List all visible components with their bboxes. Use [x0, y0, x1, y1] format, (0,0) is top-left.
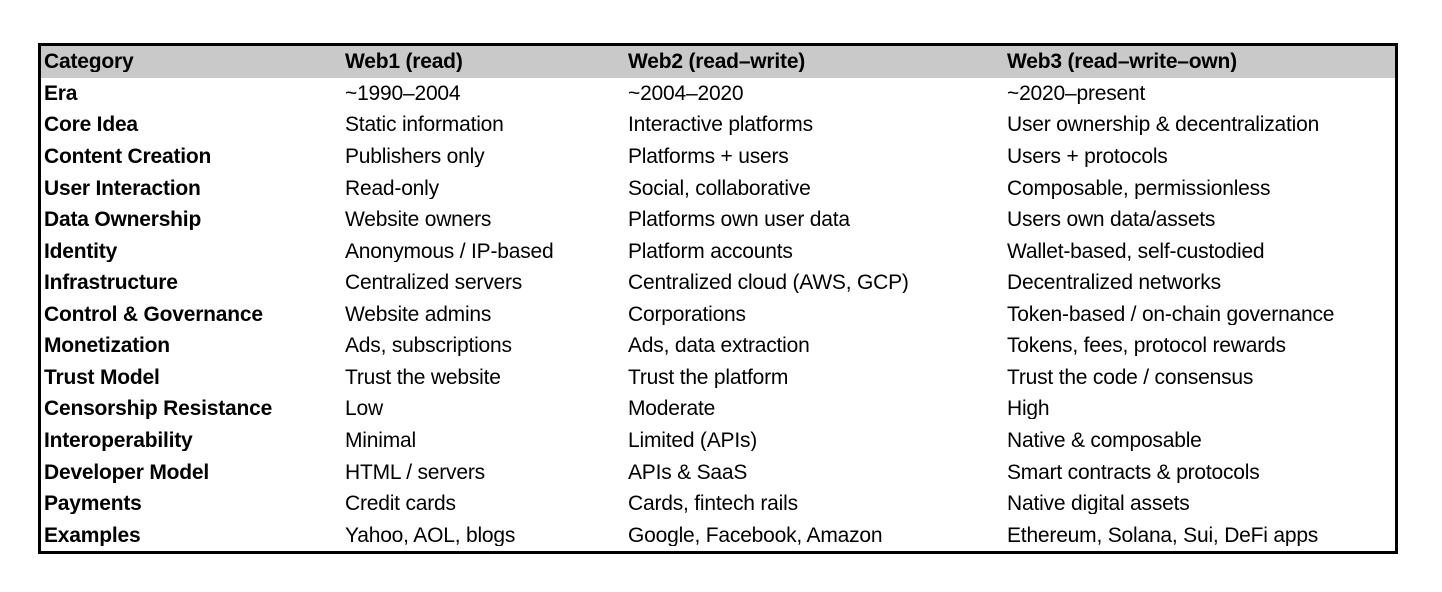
table-cell: Native digital assets — [1007, 493, 1190, 515]
row-category-cell: Data Ownership — [44, 209, 202, 231]
row-category-cell: Content Creation — [44, 145, 212, 167]
table-cell: Cards, fintech rails — [628, 493, 798, 515]
table-cell: Static information — [345, 114, 504, 136]
table-cell: HTML / servers — [345, 461, 485, 483]
row-category-cell: Censorship Resistance — [44, 398, 273, 420]
table-cell: ~1990–2004 — [345, 82, 461, 104]
table-cell: Publishers only — [345, 145, 485, 167]
table-cell: Google, Facebook, Amazon — [628, 524, 883, 546]
row-category-cell: Developer Model — [44, 461, 210, 483]
table-cell: Smart contracts & protocols — [1007, 461, 1260, 483]
table-cell: Social, collaborative — [628, 177, 811, 199]
table-cell: Centralized cloud (AWS, GCP) — [628, 272, 909, 294]
table-row — [41, 299, 1395, 331]
table-row — [41, 235, 1395, 267]
row-category-cell: Payments — [44, 493, 142, 515]
table-cell: Moderate — [628, 398, 716, 420]
table-cell: ~2004–2020 — [628, 82, 744, 104]
table-cell: Decentralized networks — [1007, 272, 1221, 294]
table-cell: Ethereum, Solana, Sui, DeFi apps — [1007, 524, 1319, 546]
row-category-cell: Trust Model — [44, 366, 160, 388]
table-cell: Minimal — [345, 430, 416, 452]
table-cell: Interactive platforms — [628, 114, 813, 136]
table-cell: Low — [345, 398, 383, 420]
table-cell: Platforms own user data — [628, 209, 850, 231]
table-cell: Users + protocols — [1007, 145, 1168, 167]
table-cell: Website admins — [345, 303, 492, 325]
table-cell: Users own data/assets — [1007, 209, 1216, 231]
table-cell: Anonymous / IP-based — [345, 240, 554, 262]
table-row — [41, 519, 1395, 551]
column-header-web1: Web1 (read) — [345, 51, 463, 73]
table-cell: Wallet-based, self-custodied — [1007, 240, 1265, 262]
table-cell: Platform accounts — [628, 240, 793, 262]
table-row — [41, 109, 1395, 141]
table-row — [41, 362, 1395, 394]
row-category-cell: User Interaction — [44, 177, 201, 199]
table-header-row — [41, 46, 1395, 78]
table-cell: Token-based / on-chain governance — [1007, 303, 1335, 325]
table-cell: Credit cards — [345, 493, 456, 515]
table-cell: Website owners — [345, 209, 492, 231]
table-row — [41, 330, 1395, 362]
table-cell: High — [1007, 398, 1050, 420]
row-category-cell: Control & Governance — [44, 303, 263, 325]
table-row — [41, 78, 1395, 110]
web-comparison-table — [38, 43, 1398, 554]
column-header-web2: Web2 (read–write) — [628, 51, 806, 73]
table-cell: Trust the platform — [628, 366, 789, 388]
table-cell: Corporations — [628, 303, 746, 325]
row-category-cell: Examples — [44, 524, 141, 546]
row-category-cell: Identity — [44, 240, 118, 262]
table-row — [41, 425, 1395, 457]
column-header-web3: Web3 (read–write–own) — [1007, 51, 1237, 73]
table-cell: Native & composable — [1007, 430, 1202, 452]
table-cell: Ads, data extraction — [628, 335, 810, 357]
table-row — [41, 172, 1395, 204]
table-cell: Trust the code / consensus — [1007, 366, 1254, 388]
table-cell: Composable, permissionless — [1007, 177, 1271, 199]
table-cell: Platforms + users — [628, 145, 789, 167]
row-category-cell: Infrastructure — [44, 272, 178, 294]
table-cell: Tokens, fees, protocol rewards — [1007, 335, 1286, 357]
column-header-category: Category — [44, 51, 134, 73]
table-row — [41, 456, 1395, 488]
table-cell: User ownership & decentralization — [1007, 114, 1320, 136]
table-cell: Yahoo, AOL, blogs — [345, 524, 516, 546]
table-cell: APIs & SaaS — [628, 461, 748, 483]
table-row — [41, 267, 1395, 299]
row-category-cell: Monetization — [44, 335, 170, 357]
table-cell: Read-only — [345, 177, 439, 199]
table-row — [41, 488, 1395, 520]
table-cell: ~2020–present — [1007, 82, 1146, 104]
row-category-cell: Interoperability — [44, 430, 193, 452]
table-cell: Trust the website — [345, 366, 501, 388]
table-cell: Centralized servers — [345, 272, 523, 294]
row-category-cell: Era — [44, 82, 78, 104]
table-row — [41, 393, 1395, 425]
table-cell: Limited (APIs) — [628, 430, 758, 452]
table-row — [41, 141, 1395, 173]
table-cell: Ads, subscriptions — [345, 335, 512, 357]
row-category-cell: Core Idea — [44, 114, 138, 136]
table-row — [41, 204, 1395, 236]
